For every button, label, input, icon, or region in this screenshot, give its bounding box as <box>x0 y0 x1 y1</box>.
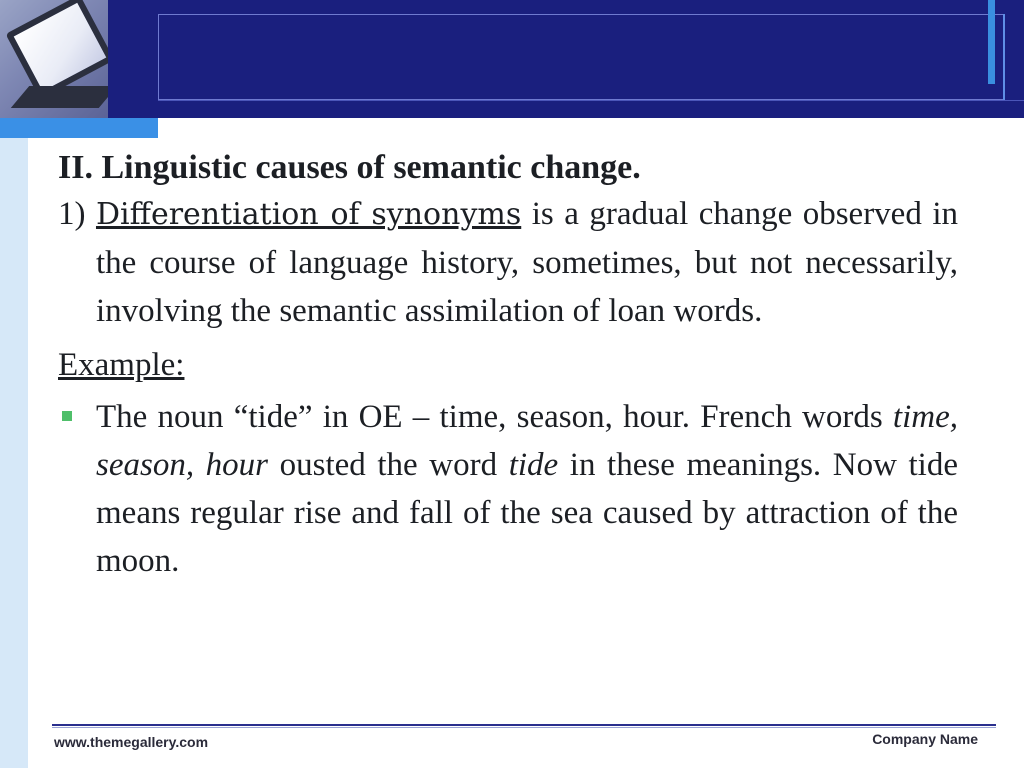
footer-rule-light <box>52 727 996 728</box>
example-label: Example: <box>58 347 185 383</box>
example-text <box>96 393 958 585</box>
point-1 <box>58 190 958 335</box>
header-inner-frame <box>158 14 1004 100</box>
example-bullet-item <box>58 393 958 585</box>
example-italic-1: time, season, hour <box>96 399 958 483</box>
footer-rule <box>52 724 996 726</box>
header-vertical-line <box>1003 14 1005 100</box>
example-text-part-2: ousted the word <box>268 447 509 483</box>
header-vertical-accent <box>988 0 995 84</box>
point-1-text: is a gradual change observed in the course of language history, sometimes, but not necessarily, involving the semantic assimilation of loan words. <box>96 196 958 329</box>
monitor-illustration <box>0 0 108 118</box>
footer-company-name: Company Name <box>872 731 978 747</box>
slide-title: II. Linguistic causes of semantic change. <box>58 149 641 186</box>
example-text-part-3: in these meanings. Now tide means regular rise and fall of the sea caused by attraction of the moon. <box>96 447 958 579</box>
slide-content <box>58 148 958 585</box>
header-banner <box>0 0 1024 118</box>
monitor-stand-icon <box>11 86 108 108</box>
monitor-screen-icon <box>6 0 108 99</box>
accent-bar <box>0 118 158 138</box>
square-bullet-icon <box>62 411 72 421</box>
example-italic-2: tide <box>508 447 559 483</box>
header-divider <box>158 100 1024 101</box>
example-text-part-1: The noun “tide” in OE – time, season, hour. French words <box>96 399 893 435</box>
point-1-term: Differentiation of synonyms <box>95 197 522 232</box>
left-rail <box>0 138 28 768</box>
footer-website: www.themegallery.com <box>54 734 209 750</box>
point-1-number: 1) <box>58 196 86 232</box>
